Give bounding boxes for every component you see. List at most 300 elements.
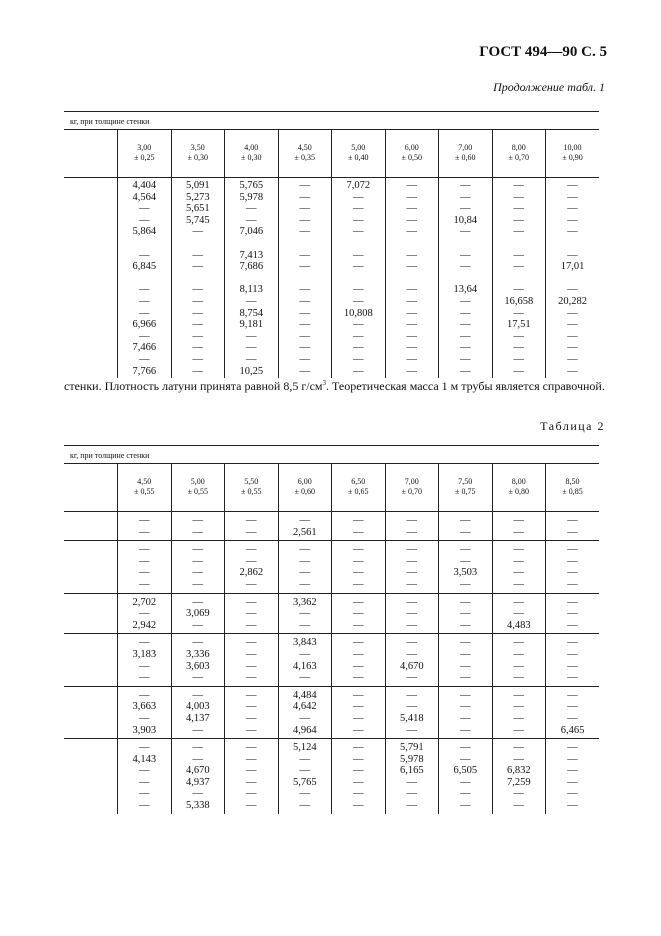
mass-value: 6,845 — [132, 261, 157, 273]
mass-value: — — [246, 637, 257, 649]
data-column — [439, 541, 493, 593]
mass-value: 6,165 — [399, 765, 424, 777]
mass-value: — — [513, 672, 524, 684]
mass-value: — — [567, 742, 578, 754]
mass-value: — — [299, 567, 310, 579]
mass-value — [118, 273, 171, 285]
row-label-column — [64, 512, 118, 541]
mass-value: — — [353, 353, 364, 365]
mass-value: — — [139, 776, 150, 788]
mass-value: — — [353, 776, 364, 788]
mass-value: — — [513, 567, 524, 579]
wall-thickness: 6,50 — [351, 477, 366, 486]
mass-value: — — [513, 203, 524, 215]
mass-value: — — [139, 689, 150, 701]
data-column — [492, 178, 546, 379]
mass-value: — — [353, 555, 364, 567]
mass-value: — — [139, 544, 150, 556]
mass-value: — — [406, 578, 417, 590]
mass-value: — — [513, 342, 524, 354]
table-2 — [64, 445, 599, 814]
mass-value: 4,483 — [506, 619, 531, 631]
data-column — [546, 593, 600, 634]
data-column — [118, 686, 172, 738]
column-header — [546, 464, 600, 512]
mass-value: — — [353, 724, 364, 736]
mass-value: — — [192, 226, 203, 238]
data-column — [546, 739, 600, 814]
mass-value: — — [139, 660, 150, 672]
data-column — [439, 634, 493, 686]
mass-value: 7,466 — [132, 342, 157, 354]
mass-value: — — [513, 608, 524, 620]
thickness-tolerance: ± 0,50 — [401, 153, 422, 162]
mass-value: — — [246, 712, 257, 724]
data-column — [546, 512, 600, 541]
mass-value: — — [192, 672, 203, 684]
wall-thickness: 10,00 — [563, 143, 582, 152]
data-column — [546, 686, 600, 738]
mass-value: — — [139, 284, 150, 296]
mass-value: — — [353, 596, 364, 608]
wall-thickness: 6,00 — [297, 477, 312, 486]
mass-value: 5,651 — [185, 203, 210, 215]
mass-value: — — [353, 701, 364, 713]
mass-value: 7,413 — [239, 249, 264, 261]
mass-value: — — [460, 619, 471, 631]
data-column — [439, 512, 493, 541]
column-header — [278, 464, 332, 512]
mass-value — [225, 273, 278, 285]
mass-value: — — [139, 742, 150, 754]
mass-value: — — [299, 672, 310, 684]
mass-value: — — [567, 365, 578, 377]
mass-value: — — [353, 608, 364, 620]
column-header — [385, 130, 439, 178]
wall-thickness: 7,00 — [404, 477, 419, 486]
mass-value: — — [406, 191, 417, 203]
thickness-tolerance: ± 0,55 — [187, 487, 208, 496]
data-column — [225, 541, 279, 593]
mass-value: — — [192, 567, 203, 579]
mass-value: — — [406, 619, 417, 631]
mass-value: — — [353, 788, 364, 800]
mass-value: — — [353, 226, 364, 238]
mass-value: — — [353, 689, 364, 701]
mass-value: 4,003 — [185, 701, 210, 713]
mass-value: — — [139, 353, 150, 365]
mass-value: — — [246, 672, 257, 684]
mass-value — [172, 273, 225, 285]
wall-thickness: 7,00 — [458, 143, 473, 152]
table-row-group — [64, 739, 599, 814]
row-label-column — [64, 686, 118, 738]
wall-thickness: 3,50 — [190, 143, 205, 152]
mass-value: — — [567, 660, 578, 672]
mass-value: — — [299, 261, 310, 273]
mass-value: — — [567, 180, 578, 191]
mass-value: — — [513, 226, 524, 238]
mass-value: — — [567, 578, 578, 590]
mass-value: — — [246, 724, 257, 736]
thickness-tolerance: ± 0,75 — [455, 487, 476, 496]
mass-value: — — [139, 712, 150, 724]
mass-value — [546, 238, 599, 250]
mass-value: — — [192, 742, 203, 754]
data-column — [332, 593, 386, 634]
mass-value: — — [353, 365, 364, 377]
mass-value: — — [567, 753, 578, 765]
row-label-column — [64, 593, 118, 634]
mass-value: — — [406, 648, 417, 660]
mass-value: 7,686 — [239, 261, 264, 273]
density-note — [64, 379, 605, 394]
mass-value: — — [246, 608, 257, 620]
mass-value: — — [246, 526, 257, 538]
data-column — [385, 541, 439, 593]
mass-value: — — [513, 800, 524, 812]
mass-value: — — [567, 596, 578, 608]
mass-value — [439, 238, 492, 250]
data-column — [332, 512, 386, 541]
mass-value: — — [246, 353, 257, 365]
row-label-column — [64, 634, 118, 686]
mass-value: — — [567, 284, 578, 296]
mass-value: — — [513, 637, 524, 649]
mass-value: 9,181 — [239, 319, 264, 331]
mass-value: — — [139, 637, 150, 649]
mass-value: — — [567, 701, 578, 713]
thickness-tolerance: ± 0,70 — [508, 153, 529, 162]
data-column — [278, 178, 332, 379]
mass-value: — — [246, 295, 257, 307]
mass-value: — — [567, 353, 578, 365]
table-1 — [64, 111, 599, 378]
column-header — [278, 130, 332, 178]
mass-value: 5,791 — [399, 742, 424, 754]
mass-value: 4,404 — [132, 180, 157, 191]
table-row-group — [64, 593, 599, 634]
mass-value: — — [460, 180, 471, 191]
data-column — [118, 541, 172, 593]
data-column — [439, 739, 493, 814]
mass-value: 13,64 — [453, 284, 478, 296]
wall-thickness: 4,00 — [244, 143, 259, 152]
mass-value: — — [567, 544, 578, 556]
table-row-group — [64, 541, 599, 593]
thickness-tolerance: ± 0,85 — [562, 487, 583, 496]
mass-value: — — [246, 689, 257, 701]
mass-value: — — [299, 180, 310, 191]
mass-value: — — [513, 307, 524, 319]
mass-value: — — [299, 753, 310, 765]
mass-value: — — [246, 648, 257, 660]
data-column — [225, 634, 279, 686]
mass-value: — — [299, 342, 310, 354]
data-column — [278, 512, 332, 541]
mass-value: — — [139, 295, 150, 307]
mass-value: — — [246, 619, 257, 631]
data-column — [385, 593, 439, 634]
mass-value: — — [406, 788, 417, 800]
mass-value: 4,937 — [185, 776, 210, 788]
mass-value: — — [353, 578, 364, 590]
mass-value: — — [299, 544, 310, 556]
table-1-caption: кг, при толщине стенки — [64, 112, 599, 130]
mass-value: — — [192, 319, 203, 331]
wall-thickness: 5,00 — [190, 477, 205, 486]
mass-value: — — [406, 608, 417, 620]
mass-value: — — [567, 765, 578, 777]
data-column — [278, 739, 332, 814]
data-column — [225, 686, 279, 738]
mass-value: — — [567, 342, 578, 354]
mass-value: — — [513, 555, 524, 567]
mass-value: — — [192, 342, 203, 354]
row-label-column — [64, 739, 118, 814]
mass-value: — — [299, 648, 310, 660]
mass-value: — — [513, 249, 524, 261]
mass-value: — — [246, 596, 257, 608]
mass-value: 3,362 — [292, 596, 317, 608]
thickness-tolerance: ± 0,30 — [187, 153, 208, 162]
mass-value: — — [353, 800, 364, 812]
mass-value: — — [406, 342, 417, 354]
data-column — [385, 634, 439, 686]
mass-value: — — [406, 214, 417, 226]
column-header — [171, 130, 225, 178]
mass-value: 5,124 — [292, 742, 317, 754]
mass-value: — — [567, 555, 578, 567]
thickness-tolerance: ± 0,70 — [401, 487, 422, 496]
mass-value: 5,864 — [132, 226, 157, 238]
mass-value: 16,658 — [504, 295, 534, 307]
density-note-sup: 3 — [322, 379, 327, 387]
table-2-caption: кг, при толщине стенки — [64, 446, 599, 464]
mass-value: — — [299, 249, 310, 261]
mass-value: — — [139, 578, 150, 590]
mass-value: 6,465 — [560, 724, 585, 736]
data-column — [332, 634, 386, 686]
mass-value: — — [567, 319, 578, 331]
mass-value: — — [460, 203, 471, 215]
mass-value: — — [460, 648, 471, 660]
wall-thickness: 6,00 — [404, 143, 419, 152]
mass-value: — — [460, 788, 471, 800]
mass-value: — — [299, 712, 310, 724]
data-column — [332, 686, 386, 738]
mass-value: — — [192, 689, 203, 701]
data-column — [332, 541, 386, 593]
mass-value: — — [353, 765, 364, 777]
wall-thickness: 5,50 — [244, 477, 259, 486]
mass-value: — — [246, 578, 257, 590]
mass-value: — — [246, 788, 257, 800]
data-column — [332, 739, 386, 814]
mass-value: — — [513, 515, 524, 526]
mass-value: — — [353, 515, 364, 526]
mass-value: 3,336 — [185, 648, 210, 660]
mass-value: — — [460, 555, 471, 567]
mass-value: — — [406, 249, 417, 261]
mass-value — [332, 238, 385, 250]
mass-value: — — [406, 180, 417, 191]
mass-value: — — [406, 672, 417, 684]
mass-value: — — [513, 689, 524, 701]
mass-value: — — [460, 526, 471, 538]
mass-value: 7,046 — [239, 226, 264, 238]
wall-thickness: 7,50 — [458, 477, 473, 486]
mass-value: 17,51 — [506, 319, 531, 331]
mass-value: 7,259 — [506, 776, 531, 788]
mass-value: — — [567, 648, 578, 660]
mass-value: — — [353, 214, 364, 226]
mass-value: — — [460, 701, 471, 713]
mass-value: — — [513, 660, 524, 672]
mass-value: 4,143 — [132, 753, 157, 765]
mass-value: — — [299, 295, 310, 307]
mass-value: — — [353, 712, 364, 724]
mass-value: — — [299, 800, 310, 812]
mass-value: — — [192, 788, 203, 800]
mass-value: 5,273 — [185, 191, 210, 203]
mass-value: 3,183 — [132, 648, 157, 660]
mass-value: — — [353, 261, 364, 273]
mass-value: — — [299, 555, 310, 567]
table-2-title: Таблица 2 — [540, 419, 605, 433]
mass-value: 7,766 — [132, 365, 157, 377]
mass-value: — — [513, 742, 524, 754]
mass-value: — — [406, 353, 417, 365]
mass-value: — — [513, 180, 524, 191]
mass-value: — — [246, 555, 257, 567]
data-column — [439, 686, 493, 738]
mass-value: — — [139, 515, 150, 526]
mass-value: — — [139, 203, 150, 215]
mass-value: — — [406, 319, 417, 331]
mass-value: — — [353, 330, 364, 342]
table-continuation-label: Продолжение табл. 1 — [493, 80, 605, 94]
thickness-tolerance: ± 0,35 — [294, 153, 315, 162]
data-column — [225, 512, 279, 541]
column-header — [118, 464, 172, 512]
mass-value: 4,670 — [185, 765, 210, 777]
mass-value: — — [246, 330, 257, 342]
mass-value: — — [139, 567, 150, 579]
wall-thickness: 8,00 — [511, 143, 526, 152]
mass-value: 2,942 — [132, 619, 157, 631]
mass-value: — — [406, 365, 417, 377]
mass-value: — — [567, 307, 578, 319]
mass-value: — — [192, 284, 203, 296]
mass-value: — — [353, 526, 364, 538]
data-column — [385, 512, 439, 541]
mass-value: — — [299, 765, 310, 777]
mass-value: — — [246, 800, 257, 812]
mass-value: 4,137 — [185, 712, 210, 724]
mass-value: — — [299, 284, 310, 296]
mass-value — [493, 273, 546, 285]
mass-value: — — [567, 330, 578, 342]
mass-value: 6,966 — [132, 319, 157, 331]
data-column — [492, 593, 546, 634]
mass-value — [386, 273, 439, 285]
mass-value: 3,663 — [132, 701, 157, 713]
mass-value: — — [406, 295, 417, 307]
mass-value: — — [139, 214, 150, 226]
mass-value — [172, 238, 225, 250]
mass-value: — — [353, 319, 364, 331]
column-header — [225, 130, 279, 178]
mass-value: 8,113 — [239, 284, 263, 296]
table-row-group — [64, 686, 599, 738]
thickness-tolerance: ± 0,65 — [348, 487, 369, 496]
mass-value: — — [460, 578, 471, 590]
mass-value: — — [406, 203, 417, 215]
mass-value: — — [139, 788, 150, 800]
mass-value: — — [139, 526, 150, 538]
mass-value: — — [299, 191, 310, 203]
table-row-group — [64, 634, 599, 686]
mass-value: — — [513, 353, 524, 365]
mass-value: — — [513, 261, 524, 273]
mass-value: — — [299, 319, 310, 331]
mass-value: — — [192, 578, 203, 590]
data-column — [278, 686, 332, 738]
mass-value: 5,978 — [239, 191, 264, 203]
mass-value: — — [139, 608, 150, 620]
mass-value: — — [406, 515, 417, 526]
mass-value — [279, 238, 332, 250]
mass-value: 5,091 — [185, 180, 210, 191]
mass-value: — — [353, 660, 364, 672]
mass-value: — — [139, 672, 150, 684]
mass-value: — — [513, 365, 524, 377]
column-header — [439, 130, 493, 178]
data-column — [278, 593, 332, 634]
mass-value: — — [513, 788, 524, 800]
data-column — [332, 178, 386, 379]
mass-value: — — [460, 353, 471, 365]
mass-value: — — [139, 249, 150, 261]
mass-value: — — [353, 295, 364, 307]
data-column — [171, 634, 225, 686]
mass-value: — — [567, 203, 578, 215]
mass-value: — — [139, 307, 150, 319]
data-column — [492, 634, 546, 686]
mass-value: — — [353, 249, 364, 261]
mass-value: — — [567, 567, 578, 579]
mass-value: — — [567, 226, 578, 238]
column-header — [171, 464, 225, 512]
mass-value: — — [513, 526, 524, 538]
column-header — [385, 464, 439, 512]
mass-value: 4,564 — [132, 191, 157, 203]
mass-value: — — [460, 724, 471, 736]
mass-value: — — [353, 342, 364, 354]
mass-value: — — [353, 753, 364, 765]
mass-value: 3,069 — [185, 608, 210, 620]
mass-value: — — [460, 544, 471, 556]
mass-value: — — [567, 637, 578, 649]
mass-value: — — [246, 544, 257, 556]
mass-value: — — [192, 307, 203, 319]
mass-value: — — [460, 342, 471, 354]
mass-value: — — [460, 742, 471, 754]
mass-value: — — [460, 660, 471, 672]
mass-value: — — [567, 689, 578, 701]
mass-value: 10,25 — [239, 365, 264, 377]
